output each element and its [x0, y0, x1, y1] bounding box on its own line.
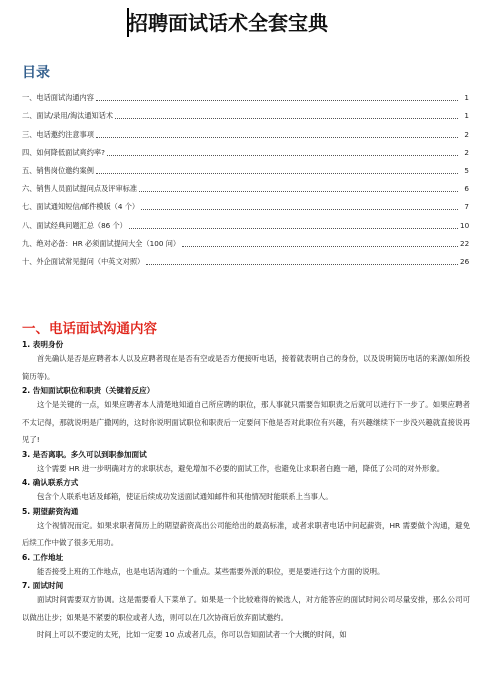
item-paragraph: 首先确认是否是应聘者本人以及应聘者现在是否有空或是否方便接听电话，接着就表明自己的身份，以及说明简历电话的来源(如所投简历等)。 — [22, 354, 470, 381]
item-paragraph: 能否接受上班的工作地点，也是电话沟通的一个重点。某些需要外派的职位，更是要进行这个方面的说明。 — [37, 566, 385, 576]
toc-item-page: 1 — [464, 93, 469, 103]
item-heading: 1. 表明身份 — [22, 340, 64, 349]
toc-item-page: 7 — [464, 202, 469, 212]
toc-item[interactable] — [22, 121, 469, 139]
toc-item-page: 1 — [464, 111, 469, 121]
toc-leader — [129, 228, 458, 229]
toc-item-page: 26 — [460, 256, 470, 266]
toc-item-label: 七、面试通知短信/邮件模版（4 个） — [22, 202, 140, 212]
toc-item-page: 2 — [464, 147, 469, 157]
toc-leader — [115, 118, 458, 119]
toc-leader — [146, 264, 458, 265]
item-heading: 7. 面试时间 — [22, 581, 64, 590]
toc-item-label: 九、绝对必备：HR 必须面试提问大全（100 问） — [22, 238, 181, 248]
toc-item-label: 一、电话面试沟通内容 — [22, 93, 94, 103]
toc-item-label: 八、面试经典问题汇总（86 个） — [22, 220, 127, 230]
item-heading: 3. 是否离职。多久可以到职参加面试 — [22, 449, 147, 459]
item-heading: 6. 工作地址 — [22, 552, 64, 562]
toc-item-label: 六、销售人员面试提问点及评审标准 — [22, 184, 138, 194]
item-paragraph: 面试时间需要双方协调。这是需要看人下菜单了。如果是一个比较难得的候选人，对方能答应的面试时间公司尽量安排，那么公司可以做出让步；如果是不紧要的职位或者人选，则可以在几次协商后放弃面试邀约。 — [22, 595, 470, 622]
toc-leader — [182, 246, 458, 247]
toc-item[interactable] — [22, 103, 469, 121]
toc-leader — [96, 137, 458, 138]
trailing-paragraph: 时间上可以不要定的太死，比如一定要 10 点或者几点，你可以告知面试者一个大概的时间，如 — [37, 630, 347, 639]
item-heading: 2. 告知面试职位和职责（关键着反应） — [22, 386, 155, 395]
item-paragraph: 包含个人联系电话及邮箱，使证后续成功发送面试通知邮件和其他情况时能联系上当事人。 — [37, 492, 333, 501]
item-paragraph: 这个需要 HR 进一步明确对方的求职状态，避免增加不必要的面试工作，也避免让求职者白跑一趟，降低了公司的对外形象。 — [37, 463, 445, 473]
toc-item-page: 2 — [464, 129, 469, 139]
toc-item[interactable] — [22, 212, 469, 230]
toc-leader — [141, 209, 458, 210]
toc-item-page: 22 — [460, 238, 470, 248]
toc-item-page: 10 — [460, 220, 470, 230]
toc-item-page: 6 — [464, 184, 469, 194]
toc-item[interactable] — [22, 176, 469, 194]
toc-leader — [139, 191, 458, 192]
toc-item-label: 四、如何降低面试爽约率? — [22, 147, 105, 157]
item-heading: 5. 期望薪资沟通 — [22, 506, 79, 516]
toc-item-label: 五、销售岗位邀约案例 — [22, 165, 94, 175]
toc-leader — [96, 100, 458, 101]
item-paragraph: 这个是关键的一点，如果应聘者本人清楚地知道自己所应聘的职位，那人事就只需要告知职责之后就可以进行下一步了。如果应聘者不太记得，那就说明是广撒网的，这时你说明面试职位和职责后一定要问下他是否对此职位有兴趣，有兴趣继续下一步没兴趣就直接说再见了! — [22, 400, 470, 444]
toc-item[interactable] — [22, 158, 469, 176]
toc-item[interactable] — [22, 140, 469, 158]
item-paragraph: 这个视情况而定。如果求职者简历上的期望薪资高出公司能给出的最高标准，或者求职者电话中问起薪资，HR 需要做个沟通，避免后续工作中做了很多无用功。 — [22, 520, 470, 547]
toc-item-label: 十、外企面试常见提问（中英文对照） — [22, 256, 145, 266]
toc-item[interactable] — [22, 231, 469, 249]
table-of-contents — [22, 85, 469, 267]
item-heading: 4. 确认联系方式 — [22, 478, 79, 487]
toc-heading: 目录 — [22, 65, 50, 81]
section-title: 一、电话面试沟通内容 — [22, 321, 157, 337]
toc-item[interactable] — [22, 194, 469, 212]
toc-item[interactable] — [22, 249, 469, 267]
toc-leader — [107, 155, 458, 156]
toc-item[interactable] — [22, 85, 469, 103]
document-title: 招聘面试话术全套宝典 — [128, 11, 328, 35]
section-content — [22, 339, 470, 644]
toc-item-page: 5 — [464, 165, 469, 175]
toc-leader — [96, 173, 458, 174]
toc-item-label: 三、电话邀约注意事项 — [22, 129, 94, 139]
toc-item-label: 二、面试/录用/淘汰通知话术 — [22, 111, 114, 121]
